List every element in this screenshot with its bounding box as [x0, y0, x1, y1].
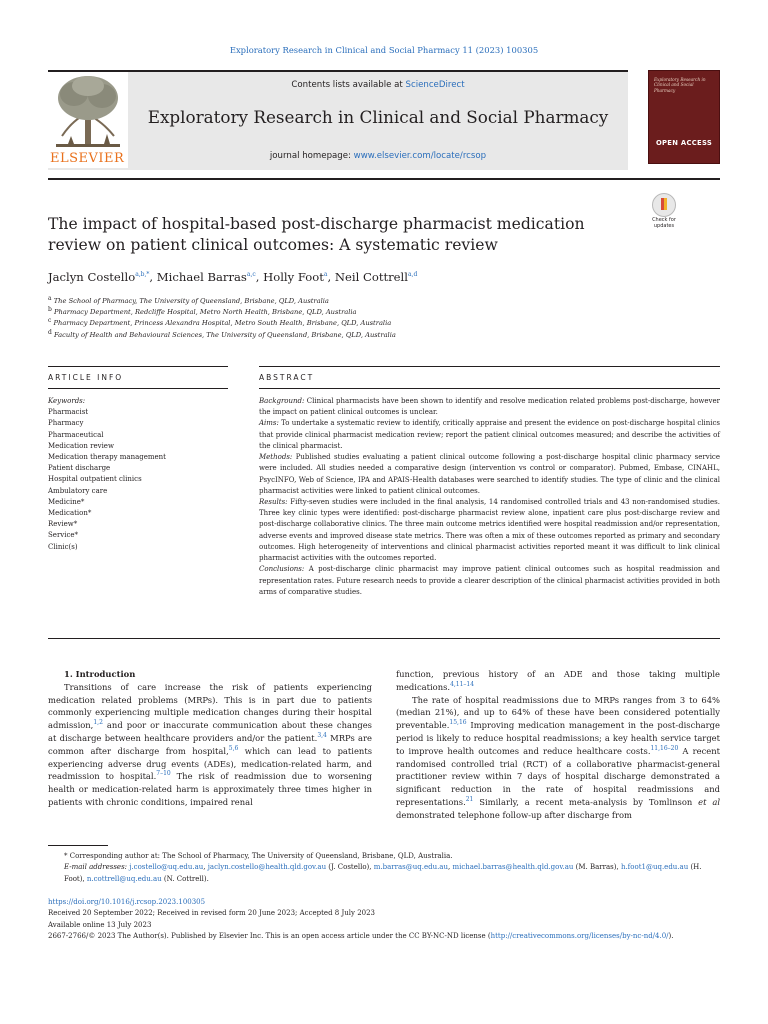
journal-homepage-line: [128, 151, 628, 161]
email-link[interactable]: h.foot1@uq.edu.au: [620, 863, 689, 872]
keyword: Medication therapy management: [48, 453, 166, 462]
tree-icon: [48, 72, 128, 152]
contents-available-line: [128, 80, 628, 90]
email-link[interactable]: michael.barras@health.qld.gov.au: [452, 863, 574, 872]
keywords-list: [48, 396, 228, 553]
footnotes: [48, 851, 720, 885]
citation-link[interactable]: 4,11–14: [450, 681, 475, 688]
abstract-results: Results: Fifty-seven studies were included in the final analysis, 14 randomised controlled trials and 43 non-randomised studies. Three key clinic types were identified: post-discharge pharmacist review alone, inpatient care plus post-discharge review and post-discharge collaborative clinics. The three main outcome metrics identified were hospital readmission and/or representation, adverse events and improved disease state metrics. There was often a mix of these outcomes reported as primary and secondary outcomes. High heterogeneity of interventions and clinical pharmacist activities reported meant it was difficult to link clinical pharmacist activities with the outcomes reported.: [259, 497, 720, 563]
elsevier-logo[interactable]: [48, 72, 128, 168]
keyword: Hospital outpatient clinics: [48, 475, 142, 484]
check-for-updates-button[interactable]: [648, 193, 680, 233]
check-updates-icon: [652, 193, 676, 217]
abstract-aims: Aims: To undertake a systematic review to identify, critically appraise and present the evidence on post-discharge hospital clinics that provide clinical pharmacist medication review; report the patient clinical outcomes measured; and describe the activities of the clinical pharmacist.: [259, 419, 720, 450]
journal-homepage-link[interactable]: www.elsevier.com/locate/rcsop: [353, 151, 487, 161]
journal-citation[interactable]: Exploratory Research in Clinical and Social Pharmacy 11 (2023) 100305: [229, 45, 539, 55]
cover-title: Exploratory Research in Clinical and Social Pharmacy: [654, 77, 706, 93]
publisher-wordmark: ELSEVIER: [50, 151, 125, 166]
open-access-badge: OPEN ACCESS: [655, 139, 713, 147]
email-link[interactable]: jaclyn.costello@health.qld.gov.au: [207, 863, 327, 872]
keyword: Review*: [48, 520, 78, 529]
author[interactable]: Neil Cottrell$^{a,d}$: [334, 270, 418, 284]
abstract-rule-bottom: [48, 638, 720, 639]
article-info-rule: [48, 388, 228, 389]
author[interactable]: Holly Foot$^a$: [263, 270, 328, 284]
abstract-conclusions: Conclusions: A post-discharge clinic pharmacist may improve patient clinical outcomes such as hospital readmission and representation rates. Future research needs to provide a clearer description of the clinical pharmacist activities provided in both arms of comparative studies.: [259, 565, 720, 596]
available-online-date: Available online 13 July 2023: [48, 920, 152, 929]
author[interactable]: Michael Barras$^{a,c}$: [156, 270, 256, 284]
homepage-prefix: journal homepage:: [269, 151, 354, 161]
keywords-label: Keywords:: [48, 397, 86, 405]
article-info-heading: ARTICLE INFO: [48, 373, 124, 382]
journal-cover-thumbnail[interactable]: [648, 70, 720, 164]
affiliation: $^b$ Pharmacy Department, Redcliffe Hospital, Metro North Health, Brisbane, QLD, Australia: [48, 305, 357, 317]
publication-info: [48, 897, 720, 943]
keyword: Pharmacy: [48, 419, 84, 428]
doi-link[interactable]: https://doi.org/10.1016/j.rcsop.2023.100305: [48, 898, 206, 906]
journal-title: Exploratory Research in Clinical and Social Pharmacy: [147, 107, 609, 127]
footnote-rule: [48, 845, 108, 846]
header-divider: [48, 178, 720, 180]
sciencedirect-link[interactable]: ScienceDirect: [405, 80, 465, 90]
citation-link[interactable]: 3,4: [317, 732, 327, 740]
citation-link[interactable]: 11,16–20: [650, 744, 679, 752]
abstract-methods: Methods: Published studies evaluating a patient clinical outcome following a post-discharge hospital clinic pharmacy service were included. All studies needed a comparative design (intervention vs control or comparator). Pubmed, Embase, CINAHL, PsycINFO, Web of Science, IPA and APAIS-Health databases were searched to identify studies. The type of clinic and the clinical pharmacist activities were linked to patient clinical outcomes.: [259, 453, 720, 495]
abstract-rule-top: [259, 366, 720, 367]
license-link[interactable]: http://creativecommons.org/licenses/by-nc-nd/4.0/: [490, 932, 669, 941]
keyword: Pharmacist: [48, 408, 89, 417]
affiliation: $^d$ Faculty of Health and Behavioural Sciences, The University of Queensland, Brisbane, QLD, Australia: [48, 328, 396, 339]
keyword: Pharmaceutical: [48, 430, 104, 439]
article-title: The impact of hospital-based post-discharge pharmacist medication review on patient clinical outcomes: A systematic review: [48, 215, 585, 254]
check-updates-label: Check for updates: [652, 217, 676, 229]
citation-link[interactable]: 5,6: [228, 744, 239, 752]
citation-link[interactable]: 1,2: [93, 719, 103, 727]
keyword: Service*: [48, 531, 79, 540]
email-link[interactable]: m.barras@uq.edu.au: [373, 863, 448, 872]
citation-link[interactable]: 21: [465, 796, 474, 804]
abstract-background: Background: Clinical pharmacists have been shown to identify and resolve medication related problems post-discharge, however the impact on patient clinical outcomes is unclear.: [259, 397, 720, 417]
introduction-heading: 1. Introduction: [64, 669, 136, 679]
intro-paragraph-continued: function, previous history of an ADE and those taking multiple medications.$^{4,11-14}$: [396, 669, 720, 692]
keyword: Ambulatory care: [48, 486, 108, 495]
email-link[interactable]: n.cottrell@uq.edu.au: [86, 874, 162, 883]
keyword: Medication*: [48, 509, 92, 518]
abstract-rule: [259, 388, 720, 389]
keyword: Clinic(s): [48, 542, 78, 551]
email-link[interactable]: j.costello@uq.edu.au: [129, 863, 204, 872]
corresponding-star: *: [146, 271, 150, 279]
citation-link[interactable]: 15,16: [449, 719, 467, 727]
author[interactable]: Jaclyn Costello$^{a,b,*}$: [48, 270, 150, 284]
abstract-heading: ABSTRACT: [259, 373, 315, 382]
article-info-rule-top: [48, 366, 228, 367]
keyword: Medicine*: [48, 497, 85, 506]
received-dates: Received 20 September 2022; Received in revised form 20 June 2023; Accepted 8 July 2023: [48, 909, 376, 918]
intro-paragraph: Transitions of care increase the risk of patients experiencing medication related problems (MRPs). This is in part due to patients commonly experiencing multiple medication changes during their hospital admission,$^{1,2}$ and poor or inaccurate communication about these changes at discharge between healthcare providers and/or the patient.$^{3,4}$ MRPs are common after discharge from hospital,$^{5,6}$ which can lead to patients experiencing adverse drug events (ADEs), medication-related harm, and readmission to hospital.$^{7-10}$ The risk of readmission due to worsening health or medication-related harm is approximately three times higher in patients with chronic conditions, impaired renal: [48, 681, 372, 807]
abstract-body: [259, 396, 720, 598]
author-list: Jaclyn Costello$^{a,b,*}$, Michael Barras$^{a,c}$, Holly Foot$^a$, Neil Cottrell$^{a,d}$: [48, 270, 418, 284]
body-right-column: [396, 668, 720, 822]
keyword: Medication review: [48, 441, 114, 450]
email-addresses: E-mail addresses: j.costello@uq.edu.au, jaclyn.costello@health.qld.gov.au (J. Costello), m.barras@uq.edu.au, michael.barras@health.qld.gov.au (M. Barras), h.foot1@uq.edu.au (H. Foot), n.cottrell@uq.edu.au (N. Cottrell).: [64, 863, 702, 883]
intro-paragraph: The rate of hospital readmissions due to MRPs ranges from 3 to 64% (median 21%), and up to 64% of these have been considered potentially preventable.$^{15,16}$ Improving medication management in the post-discharge period is likely to reduce hospital readmissions; a key health service target to improve health outcomes and reduce healthcare costs.$^{11,16-20}$ A recent randomised controlled trial (RCT) of a collaborative pharmacist-general practitioner review within 7 days of hospital discharge demonstrated a significant reduction in the rate of hospital readmissions and representations.$^{21}$ Similarly, a recent meta-analysis by Tomlinson et al demonstrated telephone follow-up after discharge from: [396, 694, 721, 820]
affiliation: $^c$ Pharmacy Department, Princess Alexandra Hospital, Metro South Health, Brisbane, QLD, Australia: [48, 317, 392, 328]
affiliations: [48, 296, 718, 341]
body-left-column: [48, 668, 372, 809]
keyword: Patient discharge: [48, 464, 111, 473]
affiliation: $^a$ The School of Pharmacy, The University of Queensland, Brisbane, QLD, Australia: [48, 294, 329, 305]
license-statement: 2667-2766/© 2023 The Author(s). Published by Elsevier Inc. This is an open access article under the CC BY-NC-ND license (http://creativecommons.org/licenses/by-nc-nd/4.0/).: [48, 932, 674, 941]
contents-prefix: Contents lists available at: [291, 80, 406, 90]
corresponding-author-note: * Corresponding author at: The School of Pharmacy, The University of Queensland, Brisbane, QLD, Australia.: [64, 852, 453, 860]
citation-link[interactable]: 7–10: [156, 770, 171, 778]
